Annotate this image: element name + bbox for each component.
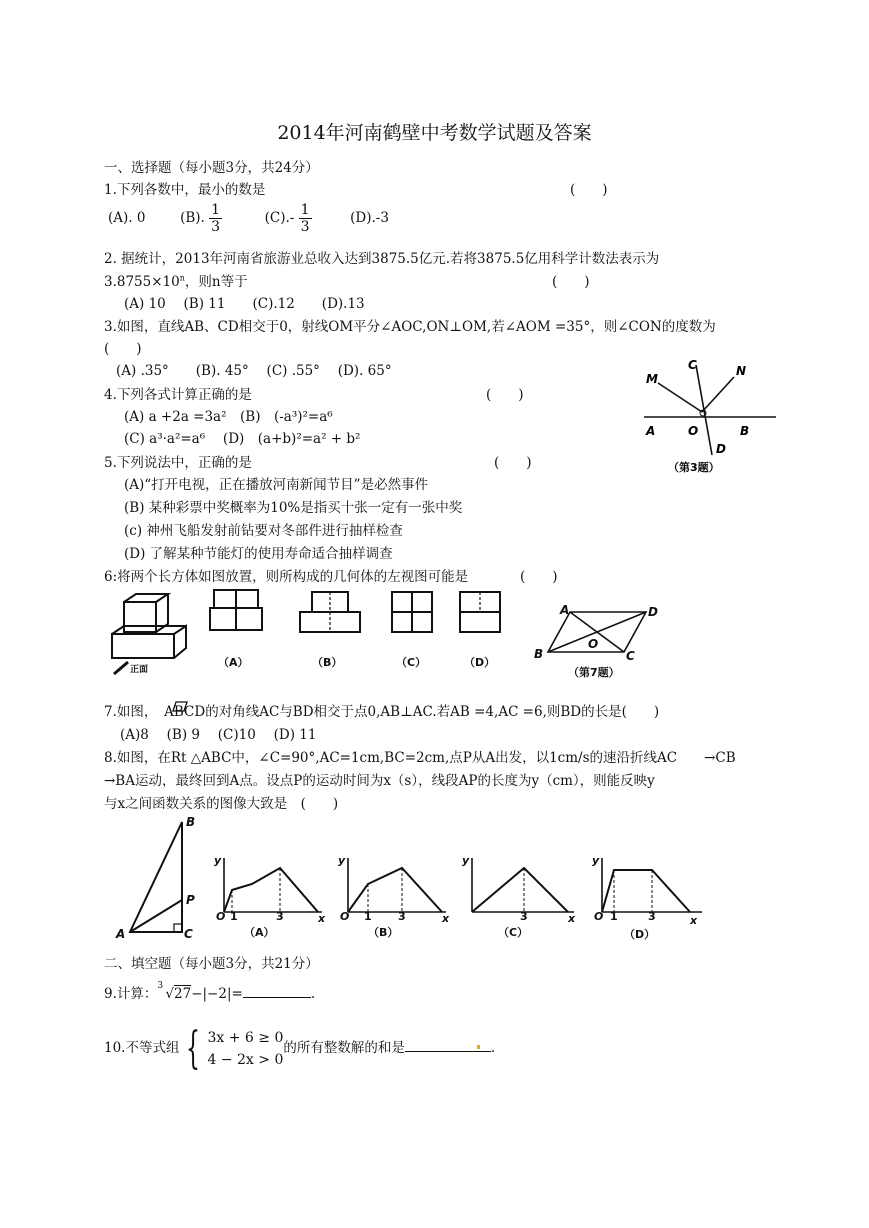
q2-sci-base: 3.8755×10	[104, 274, 180, 290]
label-b: B	[534, 647, 544, 661]
axis-x: x	[442, 912, 450, 925]
label-n: N	[736, 364, 747, 378]
q6-figure	[100, 588, 530, 680]
cube-root	[157, 980, 191, 1008]
denominator: 3	[211, 219, 221, 235]
q8-figure	[112, 812, 712, 948]
q4-options-line1: (A) a +2a =3a² (B) (-a³)²=a⁶	[124, 409, 333, 425]
q10-answer-blank[interactable]	[405, 1051, 491, 1052]
q6-view-a	[210, 590, 262, 669]
q10-middle: 的所有整数解的和是	[283, 1040, 405, 1056]
inequality-1: 3x + 6 ≥ 0	[207, 1029, 284, 1046]
origin: O	[340, 910, 350, 923]
root-index: 3	[157, 981, 164, 991]
q9-line	[104, 980, 315, 1008]
q1-option-b-prefix: (B).	[180, 210, 205, 226]
graph-label: （C）	[498, 926, 529, 939]
label-c: （C）	[396, 656, 427, 669]
radicand: 27	[174, 986, 192, 1002]
q8-graph-b	[338, 854, 450, 939]
q5-option-a: (A)“打开电视，正在播放河南新闻节目”是必然事件	[124, 477, 429, 493]
marker-dot	[477, 1045, 480, 1049]
q9-end: .	[310, 986, 316, 1002]
inequality-2: 4 − 2x > 0	[207, 1051, 284, 1068]
figure-caption: （第3题）	[668, 461, 720, 474]
tick-3: 3	[520, 910, 528, 923]
q9-answer-blank[interactable]	[243, 997, 311, 998]
tick-3: 3	[398, 910, 406, 923]
q1-option-c-prefix: (C).-	[264, 210, 295, 226]
q2-line2	[104, 270, 248, 290]
q7-line1: 7.如图， ABCD的对角线AC与BD相交于点0,AB⊥AC.若AB =4,AC =6,则BD的长是( )	[104, 704, 660, 720]
q6-solid	[112, 594, 186, 675]
axis-x: x	[318, 912, 326, 925]
label-a: A	[646, 424, 656, 438]
q1-option-b-fraction	[209, 202, 222, 235]
axis-y: y	[462, 854, 470, 867]
q8-line2: →BA运动，最终回到A点。设点P的运动时间为x（s），线段AP的长度为y（cm），则能反映y	[104, 773, 655, 789]
q7-options: (A)8 (B) 9 (C)10 (D) 11	[120, 727, 317, 743]
q5-option-b: (B) 某种彩票中奖概率为10%是指买十张一定有一张中奖	[124, 500, 463, 516]
q6-view-b	[300, 592, 360, 669]
origin: O	[216, 910, 226, 923]
label-o: O	[688, 424, 699, 438]
q5-answer-paren: ( )	[494, 455, 532, 471]
label-m: M	[646, 372, 658, 386]
graph-label: （B）	[368, 926, 399, 939]
graph-label: （A）	[244, 926, 275, 939]
radical-sign-icon: √	[165, 986, 174, 1002]
tick-1: 1	[230, 910, 238, 923]
label-p: P	[186, 893, 195, 907]
numerator: 1	[300, 202, 310, 218]
q10-line	[104, 1024, 495, 1072]
brace-icon: {	[186, 1022, 201, 1074]
graph-label: （D）	[624, 928, 656, 941]
q8-graph-c	[462, 854, 576, 939]
label-a: A	[560, 603, 570, 617]
label-c: C	[688, 358, 697, 372]
q4-stem: 4.下列各式计算正确的是	[104, 387, 252, 403]
q6-view-c	[392, 592, 432, 669]
q1-answer-paren: ( )	[570, 182, 608, 198]
q3-answer-paren: ( )	[104, 341, 142, 357]
axis-y: y	[592, 854, 600, 867]
q9-rest: −|−2|=	[191, 986, 243, 1002]
q4-options-line2: (C) a³·a²=a⁶ (D) (a+b)²=a² + b²	[124, 431, 361, 447]
numerator: 1	[211, 202, 221, 218]
q2-options: (A) 10 (B) 11 (C).12 (D).13	[124, 296, 365, 312]
label-a: （A）	[218, 656, 249, 669]
label-c: C	[626, 649, 635, 663]
axis-y: y	[214, 854, 222, 867]
tick-3: 3	[276, 910, 284, 923]
axis-y: y	[338, 854, 346, 867]
page-title: 2014年河南鹤壁中考数学试题及答案	[277, 122, 592, 144]
q5-stem: 5.下列说法中，正确的是	[104, 455, 252, 471]
q1-options	[108, 198, 389, 238]
q1-stem: 1.下列各数中，最小的数是	[104, 182, 266, 198]
q2-exponent: n	[179, 273, 185, 283]
inequality-system	[207, 1027, 283, 1071]
q9-prefix: 9.计算：	[104, 986, 158, 1002]
q8-line1: 8.如图，在Rt △ABC中，∠C=90°,AC=1cm,BC=2cm,点P从A出发，以1cm/s的速沿折线AC →CB	[104, 750, 736, 766]
q8-line3: 与x之间函数关系的图像大致是 ( )	[104, 796, 339, 812]
section-heading-choice: 一、选择题（每小题3分，共24分）	[104, 160, 319, 176]
q2-line2-rest: ，则n等于	[184, 274, 248, 290]
q5-option-c: (c) 神州飞船发射前钻要对冬部件进行抽样检查	[124, 523, 403, 539]
q5-option-d: (D) 了解某种节能灯的使用寿命适合抽样调查	[124, 546, 393, 562]
label-d: （D）	[464, 656, 496, 669]
q4-answer-paren: ( )	[486, 387, 524, 403]
label-b: B	[186, 815, 196, 829]
q1-option-d: (D).-3	[350, 210, 389, 226]
q2-line1: 2. 据统计，2013年河南省旅游业总收入达到3875.5亿元.若将3875.5亿用科学计数法表示为	[104, 251, 660, 267]
tick-3: 3	[648, 910, 656, 923]
q10-end: .	[490, 1040, 496, 1056]
q8-graph-a	[214, 854, 326, 939]
tick-1: 1	[364, 910, 372, 923]
section-heading-fill: 二、填空题（每小题3分，共21分）	[104, 956, 319, 972]
origin: O	[594, 910, 604, 923]
label-b: B	[740, 424, 750, 438]
axis-x: x	[690, 914, 698, 927]
q6-stem: 6:将两个长方体如图放置，则所构成的几何体的左视图可能是	[104, 569, 469, 585]
q3-line1: 3.如图，直线AB、CD相交于0，射线OM平分∠AOC,ON⊥OM,若∠AOM =35°，则∠CON的度数为	[104, 319, 716, 335]
label-d: D	[716, 442, 726, 456]
q3-figure	[640, 355, 780, 475]
parallelogram-icon	[172, 701, 188, 713]
denominator: 3	[300, 219, 310, 235]
q10-prefix: 10.不等式组	[104, 1040, 180, 1056]
q6-view-d	[460, 592, 500, 669]
q1-option-c-fraction	[299, 202, 312, 235]
label-b: （B）	[312, 656, 343, 669]
label-o: O	[588, 637, 599, 651]
q2-answer-paren: ( )	[552, 274, 590, 290]
tick-1: 1	[610, 910, 618, 923]
front-label: 正面	[130, 665, 149, 675]
q3-options: (A) .35° (B). 45° (C) .55° (D). 65°	[116, 363, 392, 379]
label-c: C	[184, 927, 193, 941]
q1-option-a: (A). 0	[108, 210, 146, 226]
label-d: D	[648, 605, 658, 619]
axis-x: x	[568, 912, 576, 925]
q8-graph-d	[592, 854, 702, 941]
q7-figure	[528, 596, 678, 684]
label-a: A	[116, 927, 126, 941]
figure-caption: （第7题）	[568, 666, 620, 679]
q6-answer-paren: ( )	[520, 569, 558, 585]
